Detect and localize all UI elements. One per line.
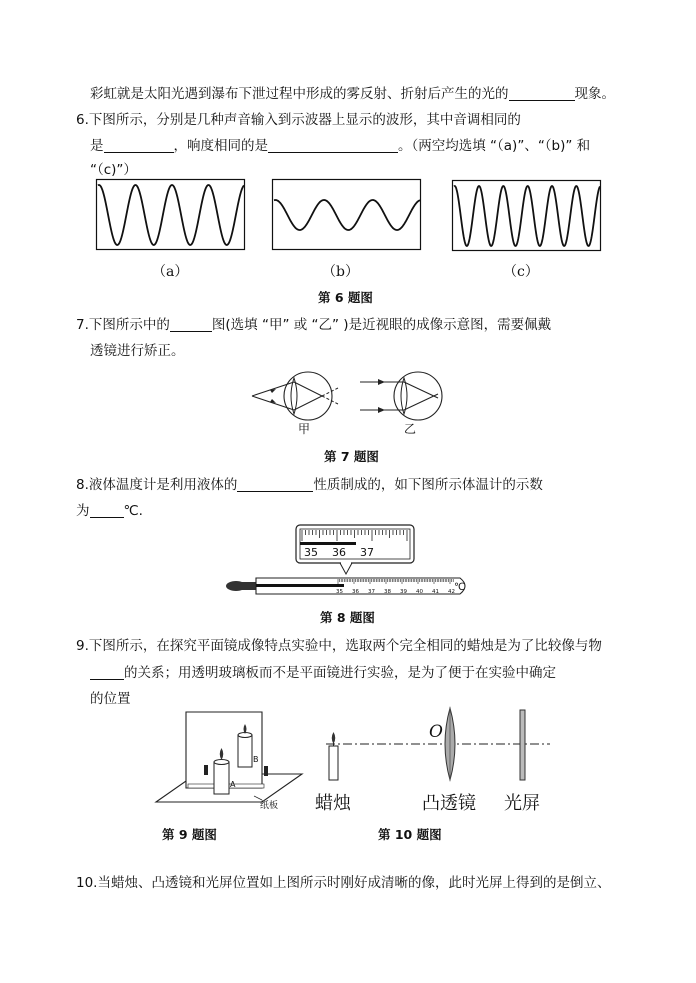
q9-line3: 的位置: [90, 691, 131, 707]
q5-blank: [509, 86, 575, 101]
q6-blank-loudness: [268, 138, 398, 153]
plane-mirror-setup: [156, 710, 306, 810]
q8-blank-reading: [90, 503, 124, 518]
q7-line1: 7.下图所示中的 图(选填 “甲” 或 “乙” )是近视眼的成像示意图，需要佩戴: [76, 317, 552, 333]
q8-blank-property: [237, 477, 313, 492]
q6-line2: 是 ，响度相同的是 。（两空均选填 “（a)”、“（b)” 和: [90, 138, 591, 154]
scale-tick-label: 40: [416, 589, 423, 595]
waveform-label-b: （b）: [322, 264, 359, 280]
q9-line2: 的关系；用透明玻璃板而不是平面镜进行实验，是为了便于在实验中确定: [90, 661, 556, 681]
paper-board-label: 纸板: [260, 801, 279, 811]
zoom-tick-37: 37: [360, 546, 374, 559]
scale-tick-label: 36: [352, 589, 359, 595]
scale-tick-label: 35: [336, 589, 343, 595]
waveform-label-c: （c）: [503, 264, 539, 280]
q8-caption: 第 8 题图: [320, 610, 375, 625]
waveform-a: [96, 179, 246, 251]
q7-line2: 透镜进行矫正。: [90, 343, 185, 359]
candle-label-a: A: [230, 780, 236, 789]
waveform-label-a: （a）: [152, 264, 189, 280]
eye-label-jia: 甲: [298, 422, 311, 436]
q8-line1: 8.液体温度计是利用液体的 性质制成的，如下图所示体温计的示数: [76, 477, 543, 493]
eye-diagram: [246, 366, 456, 436]
q10-line1: 10.当蜡烛、凸透镜和光屏位置如上图所示时刚好成清晰的像，此时光屏上得到的是倒立、: [76, 875, 611, 891]
q6-line3: “（c)”）: [90, 162, 137, 178]
scale-tick-label: 42: [448, 589, 455, 595]
screen-label: 光屏: [504, 793, 540, 814]
q8-line2: 为 ℃.: [76, 503, 143, 519]
zoom-tick-36: 36: [332, 546, 346, 559]
q5-text-after: 现象。: [574, 86, 615, 102]
waveform-b: [272, 179, 422, 251]
lens-label: 凸透镜: [422, 793, 476, 814]
q9-blank-size: [90, 665, 124, 680]
scale-tick-label: 37: [368, 589, 375, 595]
candle-label: 蜡烛: [315, 793, 351, 814]
scale-tick-label: 38: [384, 589, 391, 595]
zoom-tick-35: 35: [304, 546, 318, 559]
q6-caption: 第 6 题图: [318, 290, 373, 305]
waveform-c: [452, 180, 602, 252]
candle-label-b: B: [253, 755, 259, 764]
q9-line1: 9.下图所示，在探究平面镜成像特点实验中，选取两个完全相同的蜡烛是为了比较像与物: [76, 638, 602, 654]
q7-blank-figure: [170, 317, 212, 332]
eye-label-yi: 乙: [404, 422, 417, 436]
thermometer-unit: ℃: [454, 582, 466, 593]
q5-line: [90, 82, 615, 102]
lens-center-label: O: [429, 722, 443, 742]
q6-line1: 6.下图所示，分别是几种声音输入到示波器上显示的波形，其中音调相同的: [76, 112, 521, 128]
thermometer: [224, 524, 474, 596]
q10-caption: 第 10 题图: [378, 827, 442, 842]
q6-blank-pitch: [104, 138, 174, 153]
q9-caption: 第 9 题图: [162, 827, 217, 842]
scale-tick-label: 41: [432, 589, 439, 595]
q7-caption: 第 7 题图: [324, 449, 379, 464]
q5-text: 彩虹就是太阳光遇到瀑布下泄过程中形成的雾反射、折射后产生的光的: [90, 86, 509, 102]
scale-tick-label: 39: [400, 589, 407, 595]
